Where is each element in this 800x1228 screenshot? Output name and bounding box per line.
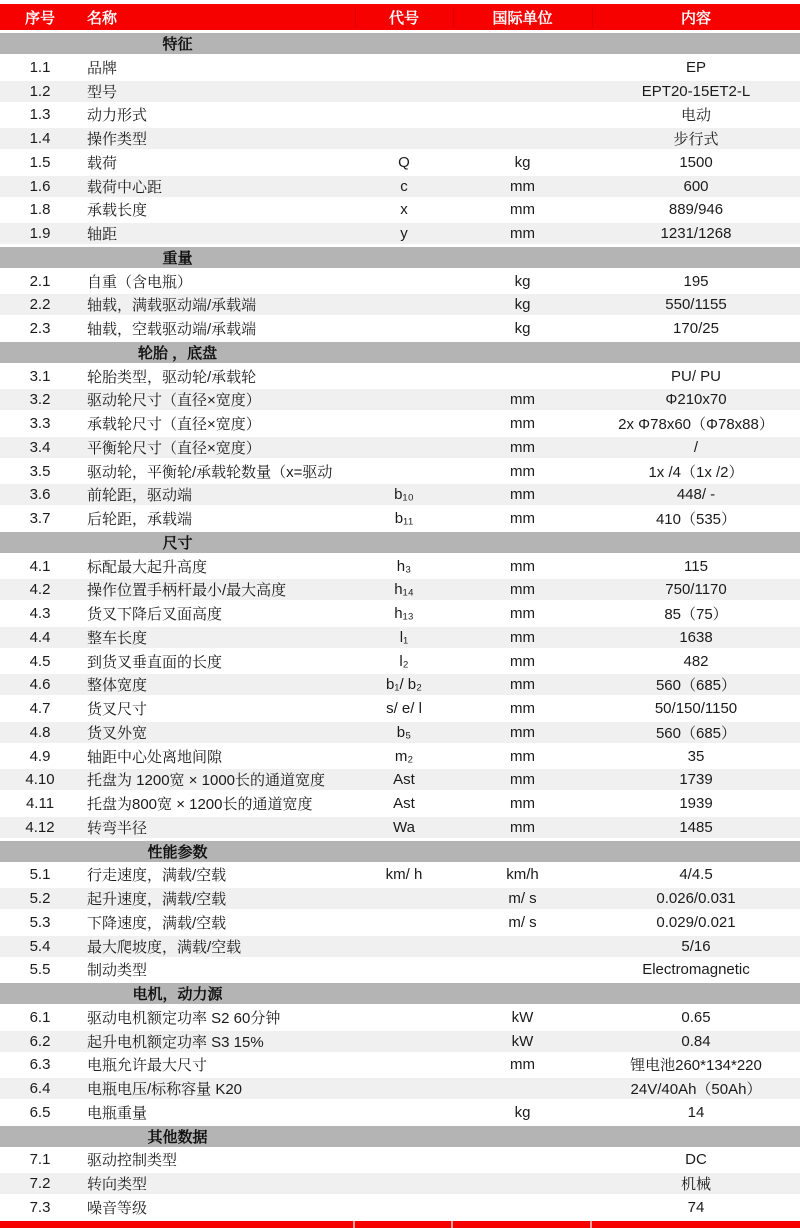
- row-name: 整体宽度: [87, 677, 148, 695]
- row-number: 4.5: [29, 652, 51, 670]
- row-name: 后轮距，承载端: [87, 511, 193, 528]
- row-value: 115: [684, 557, 708, 575]
- section-title: 重量: [162, 249, 193, 267]
- row-code: h₁₄: [394, 581, 414, 599]
- row-number: 4.10: [25, 771, 55, 789]
- spec-row: [0, 959, 800, 980]
- row-name: 操作类型: [87, 131, 148, 148]
- footer-bar-segment: [355, 1221, 451, 1228]
- row-code: s/ e/ l: [386, 700, 422, 717]
- spec-row: [0, 722, 800, 743]
- row-name: 转向类型: [87, 1176, 148, 1193]
- row-code: c: [400, 177, 408, 195]
- row-unit: kg: [514, 272, 531, 290]
- row-number: 5.5: [29, 961, 51, 979]
- row-unit: mm: [510, 581, 535, 599]
- section-title: 尺寸: [162, 534, 193, 552]
- row-name: 驱动控制类型: [87, 1152, 178, 1170]
- row-value: 0.84: [681, 1032, 711, 1050]
- row-name: 货叉下降后叉面高度: [87, 606, 223, 623]
- row-number: 5.2: [29, 890, 51, 907]
- row-code: Q: [398, 153, 410, 171]
- spec-row: [0, 104, 800, 125]
- row-name: 整车长度: [87, 629, 148, 647]
- row-unit: mm: [510, 605, 535, 622]
- row-number: 4.4: [29, 628, 51, 646]
- row-code: x: [400, 201, 408, 219]
- row-code: km/ h: [385, 866, 423, 884]
- row-value: 560（685）: [655, 677, 737, 695]
- row-unit: km/h: [506, 866, 539, 884]
- row-value: 50/150/1150: [654, 700, 738, 717]
- row-name: 品牌: [87, 59, 118, 77]
- row-code: b₁/ b₂: [386, 676, 422, 694]
- row-name: 转弯半径: [87, 819, 148, 837]
- spec-row: [0, 128, 800, 149]
- row-unit: kg: [514, 1103, 531, 1121]
- row-value: EPT20-15ET2-L: [641, 82, 751, 100]
- row-name: 货叉外宽: [87, 724, 148, 742]
- row-unit: mm: [510, 201, 535, 219]
- row-value: 1739: [679, 771, 713, 789]
- section-header: [0, 841, 800, 862]
- row-unit: mm: [510, 177, 535, 195]
- footer-bar-segment: [592, 1221, 800, 1228]
- header-divider: [355, 7, 356, 27]
- row-number: 5.1: [29, 866, 51, 884]
- row-value: DC: [685, 1151, 707, 1169]
- spec-row: [0, 437, 800, 458]
- spec-row: [0, 176, 800, 197]
- row-name: 自重（含电瓶）: [87, 273, 193, 291]
- row-value: 机械: [680, 1176, 711, 1193]
- column-header-unit: 国际单位: [492, 9, 553, 27]
- row-code: y: [400, 225, 408, 242]
- spec-row: [0, 769, 800, 790]
- row-value: 410（535）: [655, 511, 737, 528]
- row-number: 6.5: [29, 1103, 51, 1121]
- row-name: 轴载，空载驱动端/承载端: [87, 321, 257, 338]
- spec-row: [0, 888, 800, 909]
- row-number: 7.3: [29, 1198, 51, 1216]
- row-name: 托盘为 1200宽 × 1000长的通道宽度: [87, 772, 326, 790]
- section-title: 特征: [162, 36, 193, 53]
- row-code: Ast: [393, 795, 415, 812]
- row-number: 3.7: [29, 510, 51, 527]
- row-number: 3.1: [29, 367, 51, 385]
- section-header: [0, 33, 800, 54]
- spec-row: [0, 912, 800, 933]
- row-unit: mm: [510, 795, 535, 812]
- row-name: 轴距中心处离地间隙: [87, 748, 223, 766]
- row-number: 4.11: [25, 795, 55, 812]
- column-header-value: 内容: [680, 9, 711, 27]
- spec-row: [0, 579, 800, 600]
- row-number: 5.4: [29, 937, 51, 955]
- section-title: 电机，动力源: [132, 986, 223, 1003]
- row-unit: kW: [511, 1032, 534, 1050]
- spec-table-body: [0, 33, 800, 1218]
- row-number: 4.7: [29, 700, 51, 717]
- row-unit: m/ s: [508, 913, 537, 931]
- row-name: 托盘为800宽 × 1200长的通道宽度: [87, 796, 313, 813]
- row-name: 轴距: [87, 226, 118, 243]
- row-name: 起升电机额定功率 S3 15%: [87, 1033, 264, 1051]
- section-title: 轮胎 ，底盘: [137, 344, 218, 362]
- row-name: 电瓶重量: [87, 1104, 148, 1122]
- row-number: 4.9: [29, 747, 51, 765]
- spec-row: [0, 1197, 800, 1218]
- row-number: 1.4: [29, 130, 51, 147]
- row-name: 制动类型: [87, 962, 148, 980]
- row-unit: mm: [510, 462, 535, 480]
- row-unit: mm: [510, 438, 535, 456]
- row-value: 1500: [679, 153, 713, 171]
- row-number: 4.1: [29, 557, 51, 575]
- row-number: 3.6: [29, 486, 51, 504]
- row-unit: mm: [510, 510, 535, 527]
- row-number: 3.5: [29, 462, 51, 480]
- spec-row: [0, 389, 800, 410]
- row-unit: mm: [510, 628, 535, 646]
- row-name: 操作位置手柄杆最小/最大高度: [87, 582, 287, 600]
- spec-row: [0, 484, 800, 505]
- spec-row: [0, 793, 800, 814]
- spec-row: [0, 627, 800, 648]
- row-value: /: [693, 438, 699, 456]
- row-name: 噪音等级: [87, 1199, 148, 1217]
- row-unit: mm: [510, 771, 535, 789]
- section-header: [0, 247, 800, 268]
- spec-row: [0, 81, 800, 102]
- row-name: 货叉尺寸: [87, 701, 148, 718]
- spec-row: [0, 1173, 800, 1194]
- row-number: 7.2: [29, 1175, 51, 1192]
- spec-sheet: [0, 4, 800, 1228]
- row-name: 驱动轮，平衡轮/承载轮数量（x=驱动: [87, 463, 333, 481]
- row-number: 2.1: [29, 272, 51, 290]
- row-code: m₂: [394, 747, 414, 765]
- row-value: 889/946: [668, 201, 724, 219]
- column-header-no: 序号: [24, 9, 55, 27]
- spec-row: [0, 1007, 800, 1028]
- table-header-row: [0, 4, 800, 30]
- row-name: 轮胎类型，驱动轮/承载轮: [87, 368, 257, 386]
- row-value: 85（75）: [664, 606, 728, 623]
- row-name: 载荷中心距: [87, 178, 163, 196]
- spec-row: [0, 223, 800, 244]
- row-value: 1939: [679, 795, 713, 812]
- row-value: 74: [687, 1198, 705, 1216]
- row-number: 3.2: [29, 391, 51, 409]
- row-name: 电瓶电压/标称容量 K20: [87, 1081, 243, 1098]
- footer-bar-segment: [453, 1221, 590, 1228]
- row-unit: mm: [510, 676, 535, 694]
- row-name: 承载长度: [87, 202, 148, 220]
- row-number: 6.2: [29, 1032, 51, 1050]
- spec-row: [0, 817, 800, 838]
- row-number: 4.3: [29, 605, 51, 622]
- section-header: [0, 1126, 800, 1147]
- row-number: 5.3: [29, 913, 51, 931]
- row-value: 170/25: [673, 320, 719, 337]
- row-number: 2.2: [29, 296, 51, 314]
- row-number: 1.2: [29, 82, 51, 100]
- row-name: 下降速度，满载/空载: [87, 914, 227, 932]
- row-name: 轴载，满载驱动端/承载端: [87, 297, 257, 315]
- row-number: 3.4: [29, 438, 51, 456]
- spec-row: [0, 413, 800, 434]
- row-value: 560（685）: [655, 724, 737, 742]
- row-number: 1.6: [29, 177, 51, 195]
- row-unit: m/ s: [508, 890, 537, 907]
- row-name: 起升速度，满载/空载: [87, 891, 227, 908]
- row-name: 到货叉垂直面的长度: [87, 653, 223, 671]
- row-number: 6.4: [29, 1080, 51, 1097]
- row-number: 7.1: [29, 1151, 51, 1169]
- row-number: 1.9: [29, 225, 51, 242]
- row-number: 4.12: [25, 818, 55, 836]
- row-number: 4.2: [29, 581, 51, 599]
- row-code: b₁₁: [394, 510, 414, 527]
- row-code: l₂: [399, 652, 409, 670]
- row-unit: mm: [510, 391, 535, 409]
- row-code: b₅: [396, 723, 412, 741]
- row-value: 4/4.5: [679, 866, 713, 884]
- row-value: 锂电池260*134*220: [630, 1057, 762, 1075]
- header-divider: [453, 7, 454, 27]
- row-number: 1.3: [29, 106, 51, 124]
- column-header-code: 代号: [388, 9, 419, 27]
- row-value: PU/ PU: [670, 367, 721, 385]
- row-value: 步行式: [673, 131, 719, 148]
- row-value: 448/ -: [676, 486, 716, 504]
- section-header: [0, 983, 800, 1004]
- footer-bar: [0, 1221, 800, 1228]
- section-header: [0, 342, 800, 363]
- row-unit: mm: [510, 818, 535, 836]
- row-number: 3.3: [29, 415, 51, 432]
- row-number: 4.8: [29, 723, 51, 741]
- spec-row: [0, 1078, 800, 1099]
- row-code: Ast: [393, 771, 415, 789]
- spec-row: [0, 698, 800, 719]
- row-code: h₁₃: [394, 605, 414, 622]
- row-number: 1.1: [29, 58, 51, 76]
- spec-row: [0, 1149, 800, 1170]
- row-code: b₁₀: [394, 486, 414, 504]
- spec-row: [0, 603, 800, 624]
- row-number: 6.1: [29, 1008, 51, 1026]
- row-number: 1.5: [29, 153, 51, 171]
- row-value: 0.026/0.031: [656, 890, 736, 907]
- spec-row: [0, 461, 800, 482]
- footer-bar-segment: [0, 1221, 353, 1228]
- header-divider: [592, 7, 593, 27]
- row-name: 型号: [87, 83, 118, 101]
- row-name: 标配最大起升高度: [87, 558, 208, 576]
- row-value: EP: [685, 58, 706, 76]
- row-unit: mm: [510, 225, 535, 242]
- section-title: 其他数据: [147, 1128, 208, 1146]
- spec-row: [0, 152, 800, 173]
- row-number: 2.3: [29, 320, 51, 337]
- row-value: Φ210x70: [665, 391, 727, 409]
- row-unit: mm: [510, 486, 535, 504]
- row-unit: mm: [510, 700, 535, 717]
- row-name: 驱动轮尺寸（直径×宽度）: [87, 392, 261, 410]
- row-number: 4.6: [29, 676, 51, 694]
- row-unit: mm: [510, 557, 535, 575]
- spec-row: [0, 318, 800, 339]
- spec-row: [0, 508, 800, 529]
- row-unit: kW: [511, 1008, 534, 1026]
- row-code: l₁: [399, 628, 409, 646]
- section-header: [0, 532, 800, 553]
- spec-row: [0, 199, 800, 220]
- row-name: 行走速度，满载/空载: [87, 867, 227, 885]
- row-value: 195: [683, 272, 709, 290]
- row-number: 6.3: [29, 1056, 51, 1074]
- spec-row: [0, 651, 800, 672]
- row-value: 1231/1268: [660, 225, 732, 242]
- row-name: 电瓶允许最大尺寸: [87, 1057, 208, 1075]
- spec-row: [0, 1102, 800, 1123]
- spec-row: [0, 271, 800, 292]
- row-value: 482: [683, 652, 709, 670]
- row-unit: kg: [514, 153, 531, 171]
- row-unit: mm: [510, 415, 535, 432]
- row-value: 1485: [679, 818, 713, 836]
- row-value: 2x Φ78x60（Φ78x88）: [618, 416, 774, 433]
- row-value: Electromagnetic: [642, 961, 750, 979]
- spec-row: [0, 1031, 800, 1052]
- row-name: 驱动电机额定功率 S2 60分钟: [87, 1009, 281, 1027]
- row-value: 35: [687, 747, 705, 765]
- row-value: 750/1170: [665, 581, 727, 599]
- row-value: 1638: [679, 628, 713, 646]
- row-code: h₃: [396, 557, 412, 575]
- row-unit: kg: [514, 296, 531, 314]
- row-unit: mm: [510, 1056, 535, 1074]
- row-unit: mm: [510, 747, 535, 765]
- row-name: 平衡轮尺寸（直径×宽度）: [87, 439, 261, 457]
- spec-row: [0, 57, 800, 78]
- row-name: 动力形式: [87, 107, 148, 125]
- section-title: 性能参数: [147, 843, 208, 861]
- spec-row: [0, 674, 800, 695]
- row-unit: mm: [510, 652, 535, 670]
- row-value: 14: [687, 1103, 705, 1121]
- row-value: 600: [683, 177, 709, 195]
- spec-row: [0, 294, 800, 315]
- row-value: 550/1155: [665, 296, 727, 314]
- spec-row: [0, 864, 800, 885]
- spec-row: [0, 556, 800, 577]
- spec-row: [0, 936, 800, 957]
- row-value: 0.65: [681, 1008, 711, 1026]
- row-value: 0.029/0.021: [656, 913, 736, 931]
- row-value: 24V/40Ah（50Ah）: [630, 1081, 762, 1098]
- row-value: 5/16: [681, 937, 711, 955]
- row-name: 前轮距，驱动端: [87, 487, 193, 505]
- spec-row: [0, 366, 800, 387]
- row-name: 载荷: [87, 154, 118, 172]
- row-unit: mm: [510, 723, 535, 741]
- row-value: 电动: [680, 107, 711, 125]
- row-value: 1x /4（1x /2）: [648, 463, 744, 481]
- row-name: 承载轮尺寸（直径×宽度）: [87, 416, 261, 433]
- column-header-name: 名称: [87, 9, 118, 27]
- row-unit: kg: [514, 320, 531, 337]
- row-code: Wa: [393, 818, 415, 836]
- row-name: 最大爬坡度，满载/空载: [87, 938, 242, 956]
- spec-row: [0, 1054, 800, 1075]
- spec-row: [0, 746, 800, 767]
- row-number: 1.8: [29, 201, 51, 219]
